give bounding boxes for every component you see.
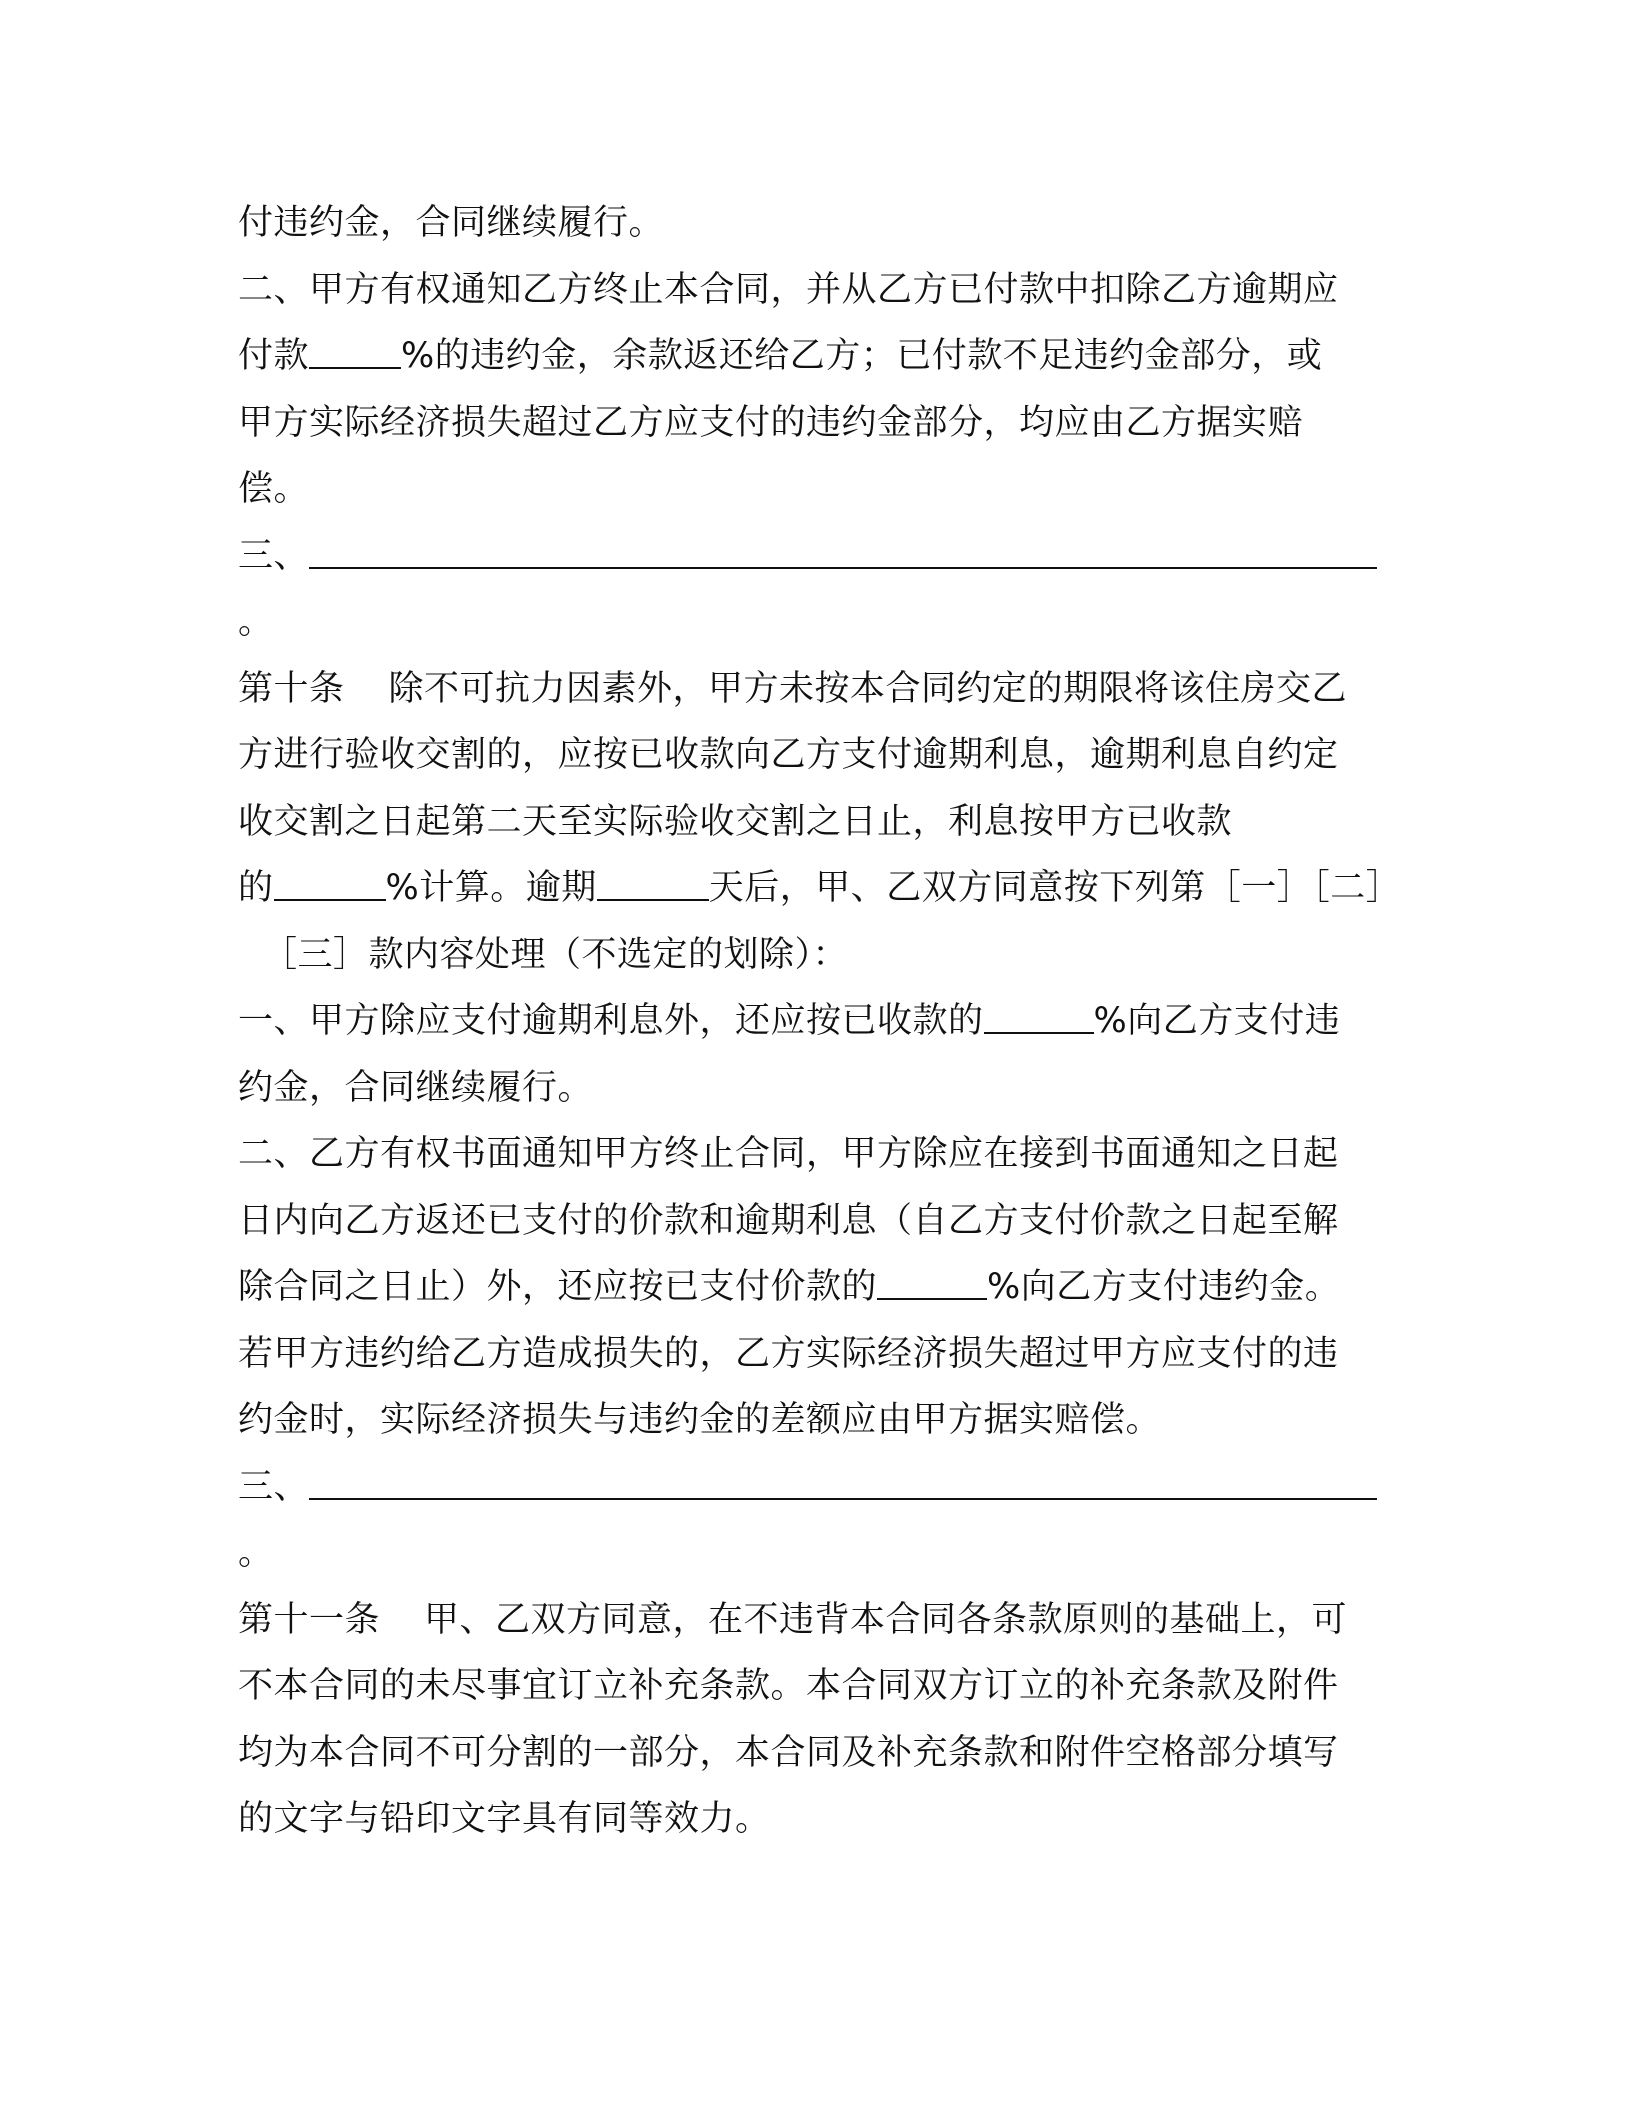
text-line — [238, 1121, 1380, 1188]
line-text: ［三］款内容处理（不选定的划除）： — [262, 934, 849, 975]
line-text: 天后，甲、乙双方同意按下列第［一］［二］ — [708, 868, 1402, 908]
line-text: 甲方实际经济损失超过乙方应支付的违约金部分，均应由乙方据实赔 — [238, 402, 1304, 443]
line-text: 约金，合同继续履行。 — [238, 1067, 594, 1108]
text-line — [238, 656, 1380, 723]
line-text: 不本合同的未尽事宜订立补充条款。本合同双方订立的补充条款及附件 — [238, 1666, 1339, 1706]
text-line — [238, 1786, 1380, 1853]
fill-in-blank[interactable] — [877, 1264, 987, 1300]
line-text: 付违约金，合同继续履行。 — [238, 203, 665, 243]
fill-in-blank[interactable] — [309, 333, 401, 369]
text-line — [238, 589, 1380, 656]
line-text: 日内向乙方返还已支付的价款和逾期利息（自乙方支付价款之日起至解 — [238, 1200, 1339, 1241]
line-text: %向乙方支付违 — [1093, 1001, 1341, 1041]
text-line — [238, 1720, 1380, 1787]
line-text: 方进行验收交割的，应按已收款向乙方支付逾期利息，逾期利息自约定 — [238, 735, 1339, 775]
text-line — [238, 1321, 1380, 1388]
line-text: 若甲方违约给乙方造成损失的，乙方实际经济损失超过甲方应支付的违 — [238, 1333, 1339, 1374]
line-text: 的文字与铅印文字具有同等效力。 — [238, 1799, 771, 1839]
line-text: 一、甲方除应支付逾期利息外，还应按已收款的 — [238, 1001, 984, 1041]
text-line — [238, 922, 1380, 989]
line-text: 三、 — [238, 1466, 310, 1507]
fill-in-blank[interactable] — [274, 865, 386, 901]
text-line — [238, 1055, 1380, 1122]
line-text: 约金时，实际经济损失与违约金的差额应由甲方据实赔偿。 — [238, 1400, 1162, 1440]
article-number: 第十一条 — [238, 1599, 381, 1640]
line-text: 偿。 — [238, 469, 310, 509]
line-text: 付款 — [238, 336, 310, 376]
line-text: 二、乙方有权书面通知甲方终止合同，甲方除应在接到书面通知之日起 — [238, 1134, 1339, 1174]
text-line — [238, 190, 1380, 257]
line-text: 三、 — [238, 535, 310, 576]
text-line — [238, 1254, 1380, 1321]
text-line — [238, 1454, 1380, 1521]
line-text: %的违约金，余款返还给乙方；已付款不足违约金部分，或 — [401, 336, 1323, 376]
fill-in-blank-full[interactable] — [309, 1464, 1377, 1500]
text-line — [238, 1520, 1380, 1587]
text-line — [238, 855, 1402, 922]
text-line — [238, 1387, 1380, 1454]
text-line — [238, 390, 1380, 457]
line-text: 均为本合同不可分割的一部分，本合同及补充条款和附件空格部分填写 — [238, 1732, 1339, 1773]
text-line — [238, 456, 1380, 523]
line-text: %计算。逾期 — [385, 868, 597, 908]
text-line — [238, 988, 1380, 1055]
line-text: 除合同之日止）外，还应按已支付价款的 — [238, 1267, 878, 1307]
text-line — [238, 257, 1380, 324]
article-number: 第十条 — [238, 668, 345, 709]
line-text: 甲、乙双方同意，在不违背本合同各条款原则的基础上，可 — [424, 1599, 1348, 1640]
line-text: 。 — [238, 1533, 274, 1573]
text-line — [238, 1587, 1380, 1654]
text-line — [238, 523, 1380, 590]
line-text: %向乙方支付违约金。 — [987, 1267, 1341, 1307]
document-body — [238, 190, 1402, 1853]
fill-in-blank[interactable] — [984, 998, 1094, 1034]
text-line — [238, 1653, 1380, 1720]
text-line — [238, 789, 1380, 856]
text-line — [238, 323, 1380, 390]
fill-in-blank-full[interactable] — [309, 533, 1377, 569]
text-line — [238, 1188, 1380, 1255]
fill-in-blank[interactable] — [597, 865, 709, 901]
line-text: 。 — [238, 602, 274, 642]
line-text: 二、甲方有权通知乙方终止本合同，并从乙方已付款中扣除乙方逾期应 — [238, 269, 1339, 310]
line-text: 收交割之日起第二天至实际验收交割之日止，利息按甲方已收款 — [238, 801, 1233, 842]
line-text: 除不可抗力因素外，甲方未按本合同约定的期限将该住房交乙 — [388, 668, 1348, 709]
line-text: 的 — [238, 868, 274, 908]
text-line — [238, 722, 1380, 789]
